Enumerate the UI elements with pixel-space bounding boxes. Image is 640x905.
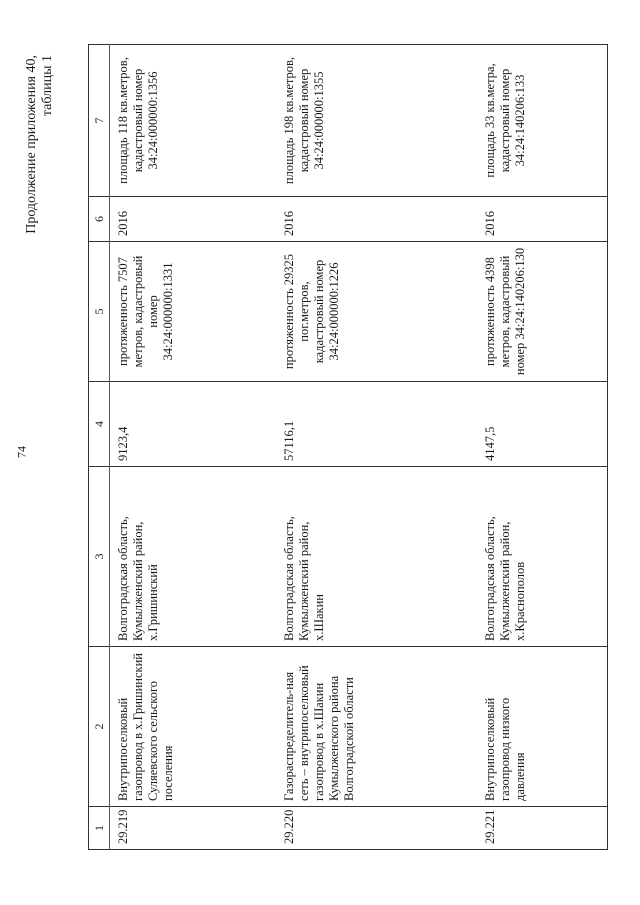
object-note: площадь 118 кв.метров, кадастровый номер 34:24:000000:1356	[110, 45, 276, 197]
column-header-5: 5	[89, 242, 110, 382]
table-row	[477, 45, 608, 850]
object-value: 4147,5	[477, 382, 608, 467]
caption-line-2: таблицы 1	[40, 55, 55, 117]
property-table	[88, 44, 608, 850]
object-year: 2016	[477, 197, 608, 242]
column-header-1: 1	[89, 807, 110, 850]
table-row	[276, 45, 477, 850]
object-description: протяженность 7507 метров, кадастровый номер 34:24:000000:1331	[110, 242, 276, 382]
object-description: протяженность 29325 пог.метров, кадастровый номер 34:24:000000:1226	[276, 242, 477, 382]
object-description: протяженность 4398 метров, кадастровый номер 34:24:140206:130	[477, 242, 608, 382]
object-value: 57116,1	[276, 382, 477, 467]
object-note: площадь 33 кв.метра, кадастровый номер 34:24:140206:133	[477, 45, 608, 197]
table-row	[110, 45, 276, 850]
object-value: 9123,4	[110, 382, 276, 467]
object-year: 2016	[110, 197, 276, 242]
column-header-3: 3	[89, 467, 110, 647]
object-address: Волгоградская область, Кумылженский район, х.Краснополов	[477, 467, 608, 647]
object-name: Внутрипоселковый газопровод низкого давления	[477, 647, 608, 807]
object-name: Газораспределитель-ная сеть – внутрипоселковый газопровод в х.Шакин Кумылженского района Волгоградской области	[276, 647, 477, 807]
caption-line-1: Продолжение приложения 40,	[24, 55, 39, 234]
object-address: Волгоградская область, Кумылженский район, х.Шакин	[276, 467, 477, 647]
column-header-4: 4	[89, 382, 110, 467]
row-number: 29.221	[477, 807, 608, 850]
column-number-row	[89, 45, 110, 850]
page-number: 74	[14, 446, 29, 458]
column-header-2: 2	[89, 647, 110, 807]
row-number: 29.219	[110, 807, 276, 850]
object-note: площадь 198 кв.метров, кадастровый номер 34:24:000000:1355	[276, 45, 477, 197]
table-caption	[24, 55, 56, 265]
object-name: Внутрипоселковый газопровод в х.Гришинский Суляевского сельского поселения	[110, 647, 276, 807]
object-year: 2016	[276, 197, 477, 242]
row-number: 29.220	[276, 807, 477, 850]
column-header-6: 6	[89, 197, 110, 242]
column-header-7: 7	[89, 45, 110, 197]
object-address: Волгоградская область, Кумылженский район, х.Гришинский	[110, 467, 276, 647]
